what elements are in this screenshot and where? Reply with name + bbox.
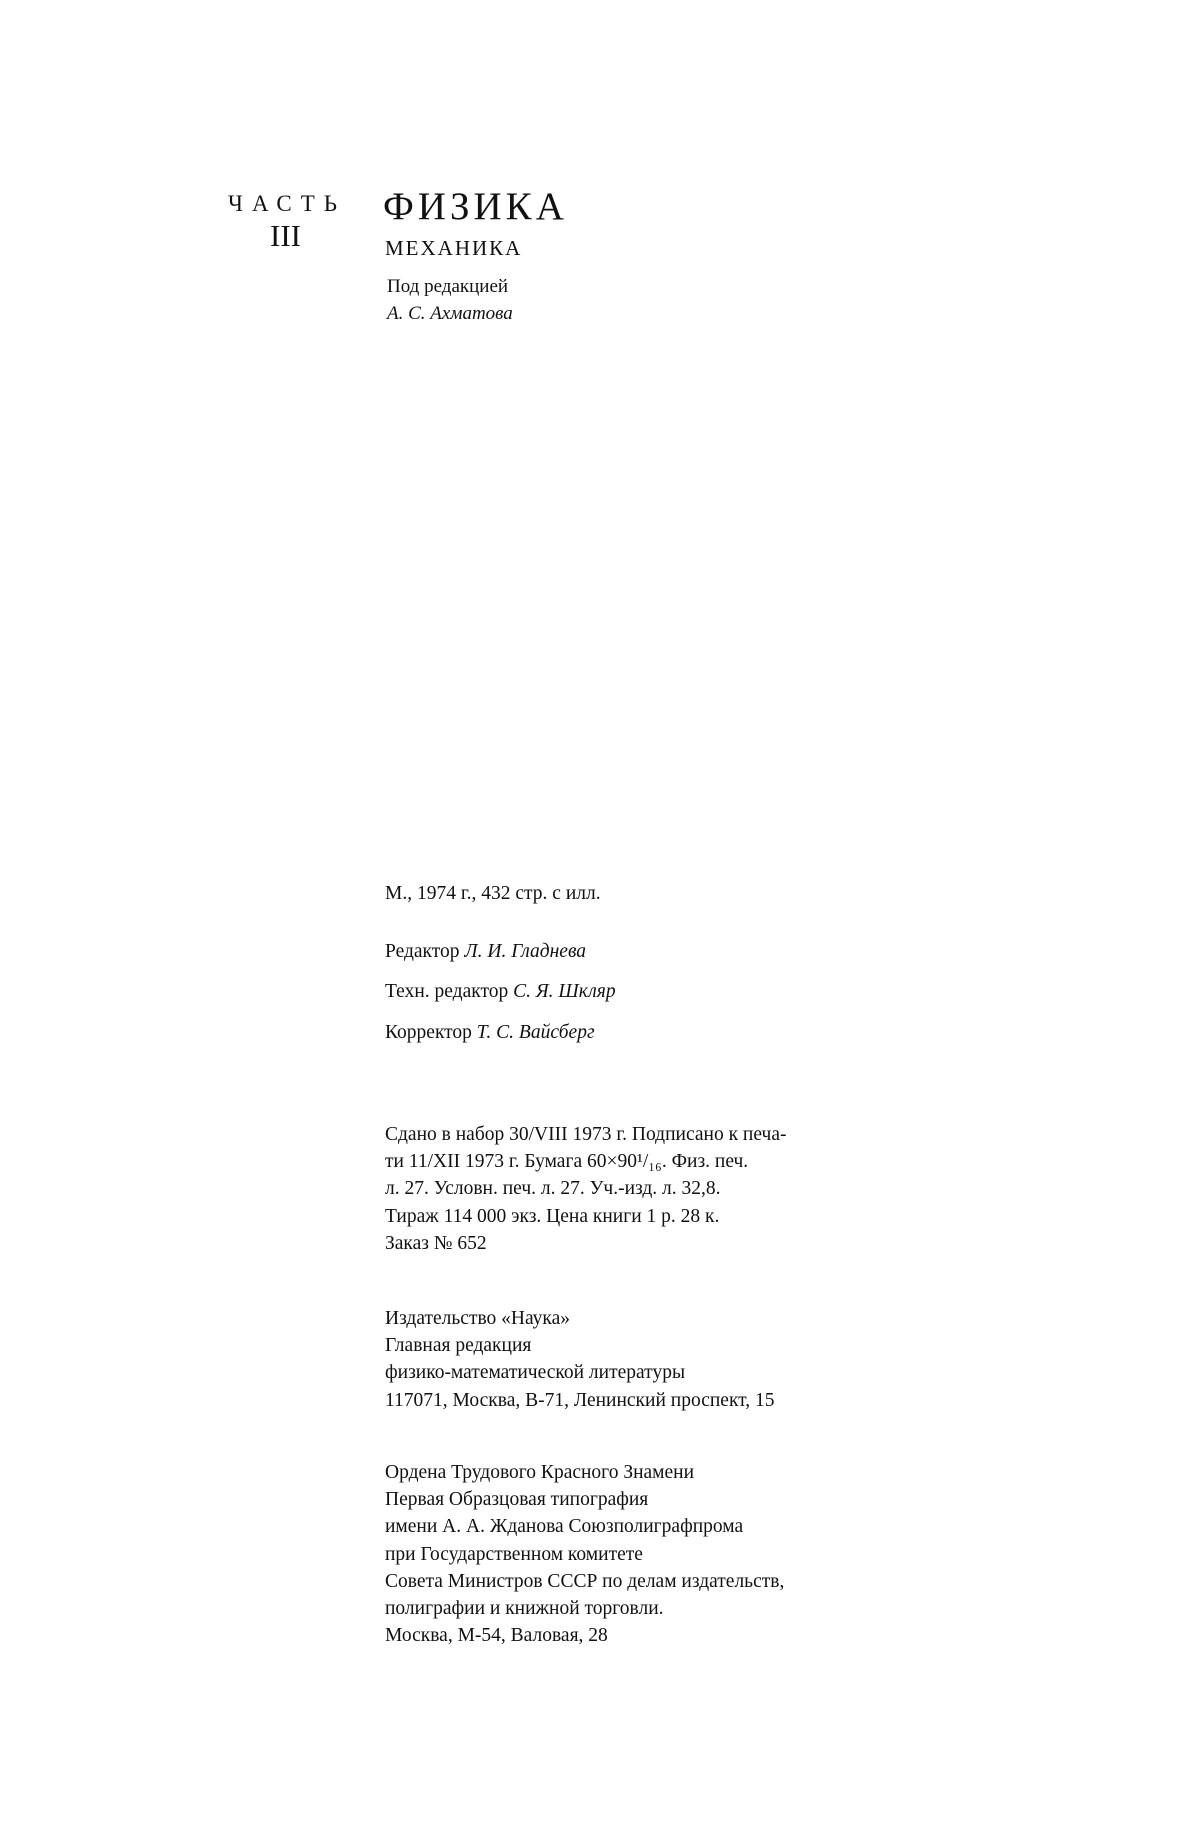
print-details-line: Сдано в набор 30/VIII 1973 г. Подписано к печа- [385, 1124, 787, 1145]
tech-editor-label: Техн. редактор [385, 981, 509, 1002]
tech-editor-value: С. Я. Шкляр [513, 981, 616, 1002]
publisher-line: физико-математической литературы [385, 1362, 686, 1384]
editor-line [385, 942, 586, 962]
publisher-block [385, 1305, 774, 1414]
publication-line: М., 1974 г., 432 стр. с илл. [385, 883, 601, 904]
printer-line: Москва, М-54, Валовая, 28 [385, 1625, 608, 1647]
printer-line: Ордена Трудового Красного Знамени [385, 1462, 695, 1483]
general-editor-name: А. С. Ахматова [387, 303, 513, 324]
print-details-block [385, 1121, 786, 1257]
edited-by-label: Под редакцией [387, 276, 509, 297]
part-label: ЧАСТЬ [228, 191, 347, 216]
page-subtitle: МЕХАНИКА [385, 236, 523, 260]
print-details-line: л. 27. Условн. печ. л. 27. Уч.-изд. л. 32,8. [385, 1178, 721, 1200]
publisher-line: 117071, Москва, В-71, Ленинский проспект, 15 [385, 1389, 775, 1411]
editor-label: Редактор [385, 941, 460, 962]
publisher-line: Издательство «Наука» [385, 1308, 571, 1329]
printer-line: при Государственном комитете [385, 1543, 643, 1565]
printer-line: Первая Образцовая типография [385, 1489, 649, 1511]
corrector-value: Т. С. Вайсберг [476, 1022, 595, 1043]
printer-line: полиграфии и книжной торговли. [385, 1597, 664, 1619]
printer-line: Совета Министров СССР по делам издательств, [385, 1570, 785, 1592]
tech-editor-line [385, 982, 616, 1002]
corrector-line [385, 1023, 595, 1043]
part-number: III [270, 218, 301, 253]
printer-line: имени А. А. Жданова Союзполиграфпрома [385, 1516, 744, 1538]
print-details-line: ти 11/XII 1973 г. Бумага 60×90¹/₁₆. Физ. печ. [385, 1151, 749, 1173]
corrector-label: Корректор [385, 1022, 472, 1043]
page-title: ФИЗИКА [383, 185, 568, 228]
printer-block [385, 1459, 784, 1649]
editor-value: Л. И. Гладнева [464, 941, 587, 962]
print-details-line: Тираж 114 000 экз. Цена книги 1 р. 28 к. [385, 1205, 720, 1227]
publisher-line: Главная редакция [385, 1335, 532, 1357]
print-details-line: Заказ № 652 [385, 1232, 487, 1254]
